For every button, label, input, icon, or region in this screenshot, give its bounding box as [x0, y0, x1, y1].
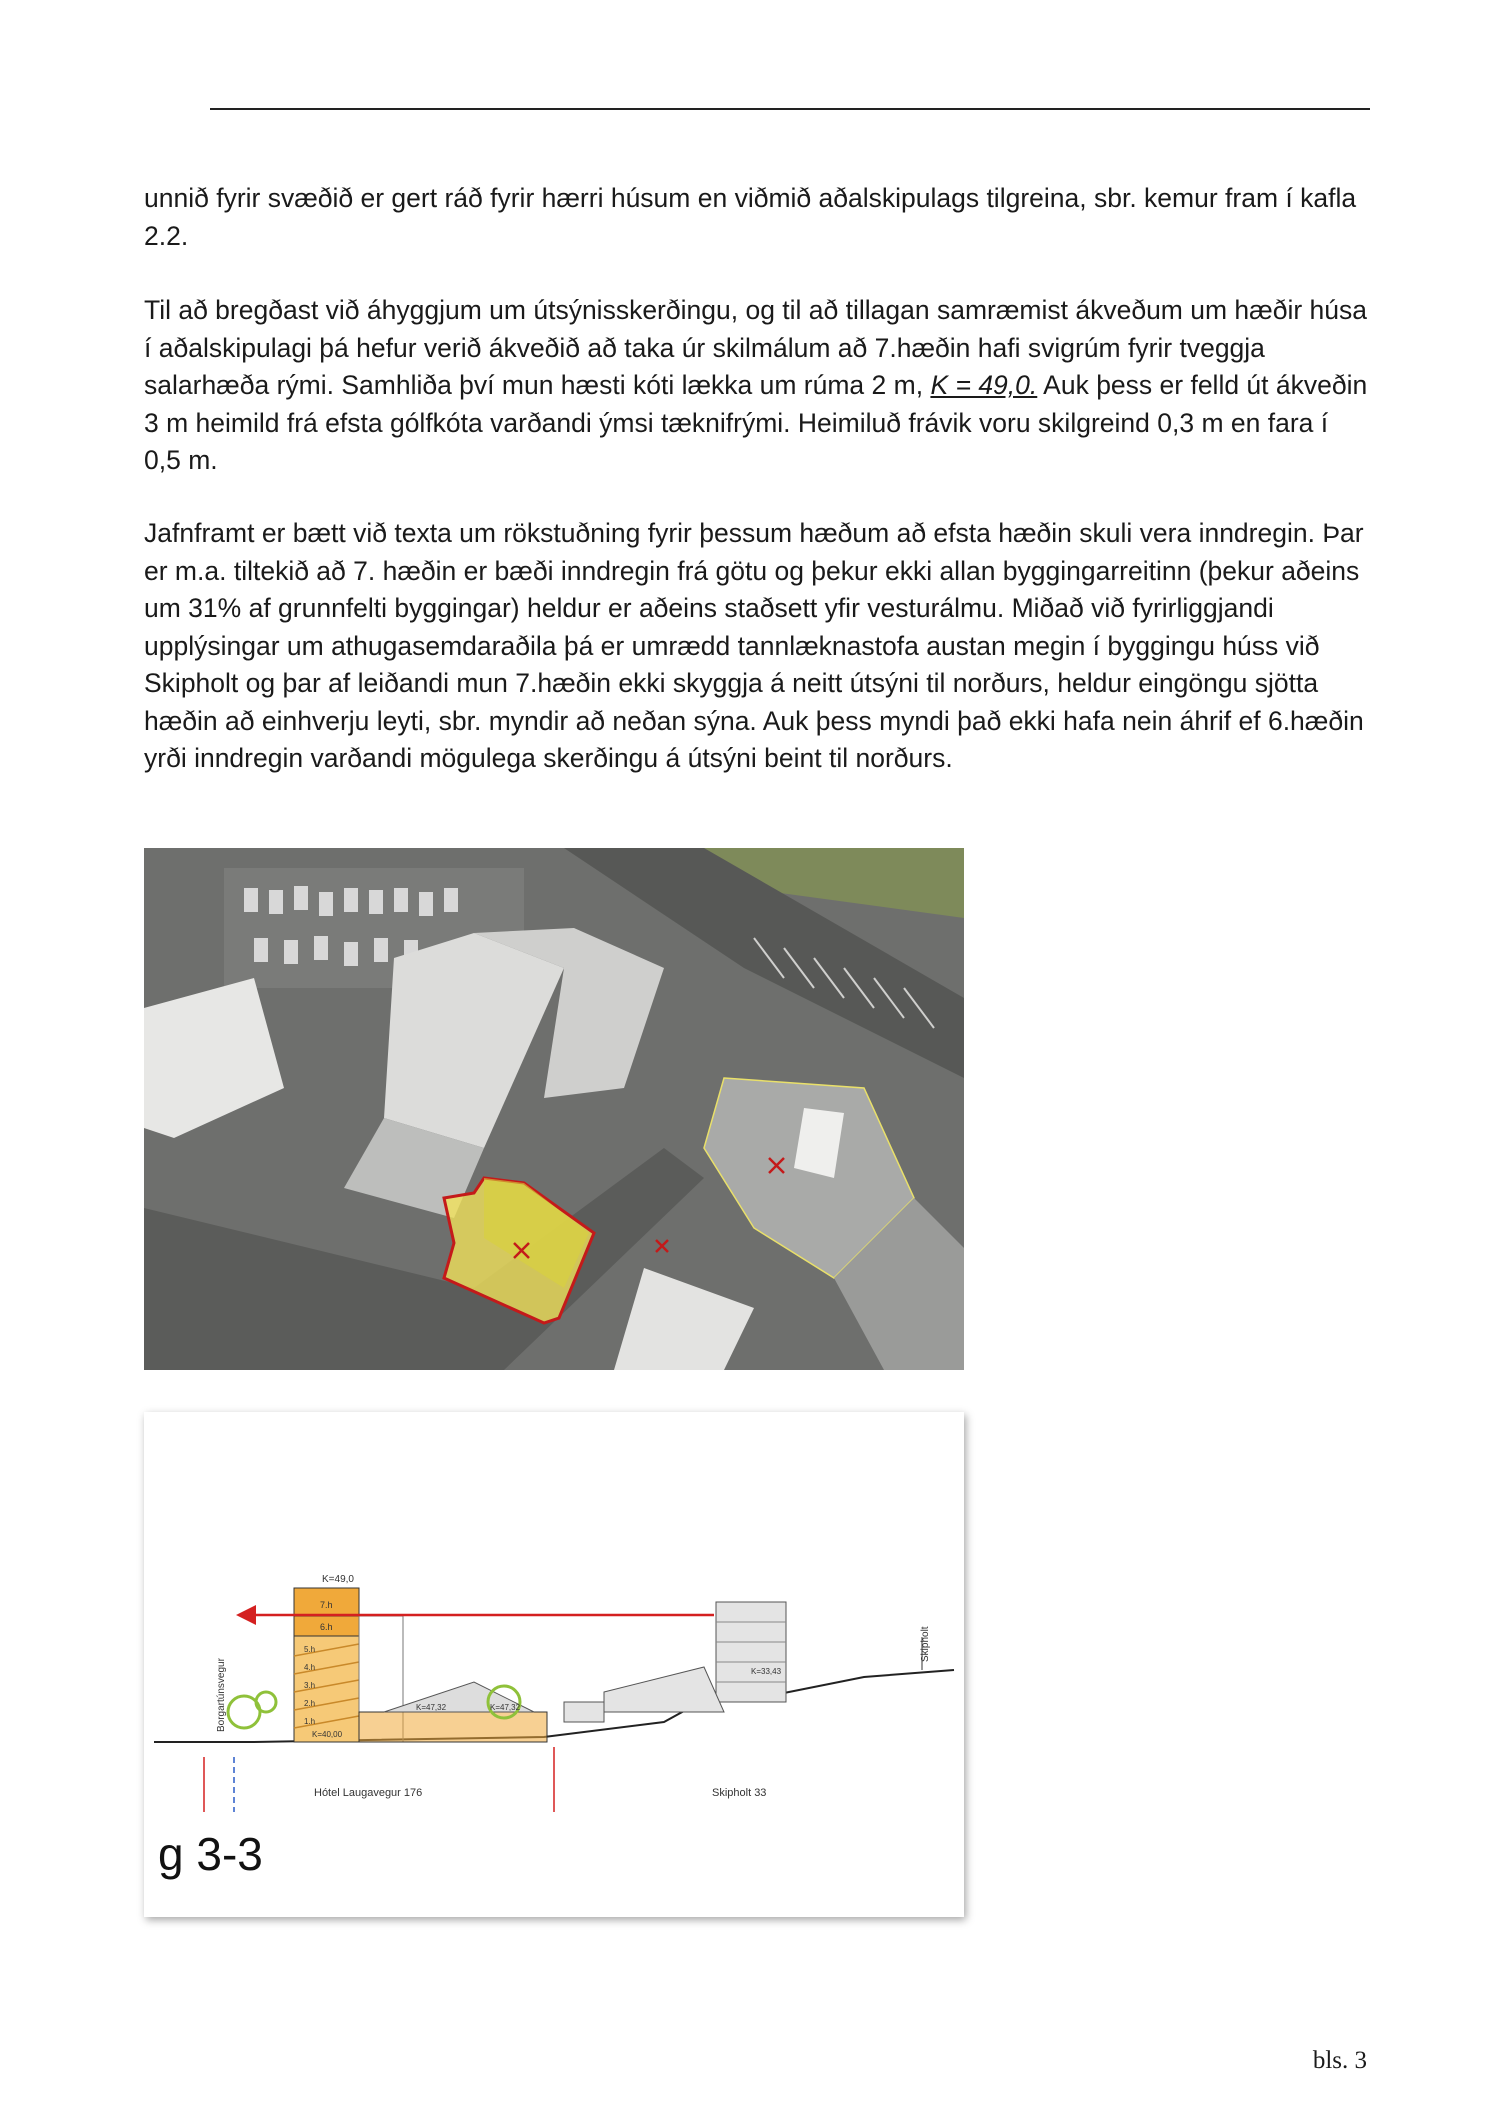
section-drawing-svg	[144, 1412, 964, 1917]
paragraph-1	[144, 180, 1370, 255]
paragraph-2	[144, 292, 1370, 480]
section-drawing	[144, 1412, 964, 1917]
label-floor-6: 6.h	[320, 1622, 333, 1632]
label-street-left: Borgartúnsvegur	[216, 1658, 227, 1732]
label-floor-1: 1.h	[304, 1717, 316, 1726]
paragraph-2-text-b: Auk þess er felld út ákveðin 3 m heimild frá efsta gólfkóta varðandi ýmsi tæknifrými. Heimiluð frávik voru skilgreind 0,3 m en fara í 0,5 m.	[144, 370, 1368, 475]
aerial-photo-drawing	[144, 848, 964, 1370]
paragraph-3	[144, 515, 1370, 778]
label-k-mid2: K=47,32	[490, 1703, 521, 1712]
label-top: K=49,0	[322, 1574, 354, 1585]
label-floor-5: 5.h	[304, 1645, 316, 1654]
height-value: K = 49,0.	[930, 370, 1038, 400]
paragraph-3-text: Jafnframt er bætt við texta um rökstuðning fyrir þessum hæðum að efsta hæðin skuli vera inndregin. Þar er m.a. tiltekið að 7. hæðin er bæði inndregin frá götu og þekur ekki allan byggingarreitinn (þekur aðeins um 31% af grunnfelti byggingar) heldur er aðeins staðsett yfir vesturálmu. Miðað við fyrirliggjandi upplýsingar um athugasemdaraðila þá er umrædd tannlæknastofa austan megin í byggingu húss við Skipholt og þar af leiðandi mun 7.hæðin ekki skyggja á neitt útsýni til norðurs, heldur eingöngu sjötta hæðin að einhverju leyti, sbr. myndir að neðan sýna. Auk þess myndi það ekki hafa nein áhrif ef 6.hæðin yrði inndregin varðandi mögulega skerðingu á útsýni beint til norðurs.	[144, 518, 1364, 773]
figure-caption: g 3-3	[158, 1828, 263, 1880]
paragraph-2-text-a: Til að bregðast við áhyggjum um útsýnisskerðingu, og til að tillagan samræmist ákveðum um hæðir húsa í aðalskipulagi þá hefur verið ákveðið að taka úr skilmálum að 7.hæðin hafi svigrúm fyrir tveggja salarhæða rými. Samhliða því mun hæsti kóti lækka um rúma 2 m,	[144, 295, 1367, 400]
label-k-mid1: K=47,32	[416, 1703, 447, 1712]
header-rule	[210, 108, 1370, 110]
label-building-left: Hótel Laugavegur 176	[314, 1787, 423, 1799]
label-street-right: Skipholt	[920, 1626, 931, 1662]
label-building-right: Skipholt 33	[712, 1787, 767, 1799]
label-floor-4: 4.h	[304, 1663, 316, 1672]
label-floor-7: 7.h	[320, 1600, 333, 1610]
page-number: bls. 3	[1312, 2047, 1367, 2074]
label-floor-2: 2.h	[304, 1699, 316, 1708]
label-k-base: K=40,00	[312, 1730, 343, 1739]
label-k-right: K=33,43	[751, 1667, 782, 1676]
paragraph-1-text: unnið fyrir svæðið er gert ráð fyrir hærri húsum en viðmið aðalskipulags tilgreina, sbr. kemur fram í kafla 2.2.	[144, 183, 1357, 251]
aerial-photo	[144, 848, 964, 1370]
label-floor-3: 3.h	[304, 1681, 316, 1690]
